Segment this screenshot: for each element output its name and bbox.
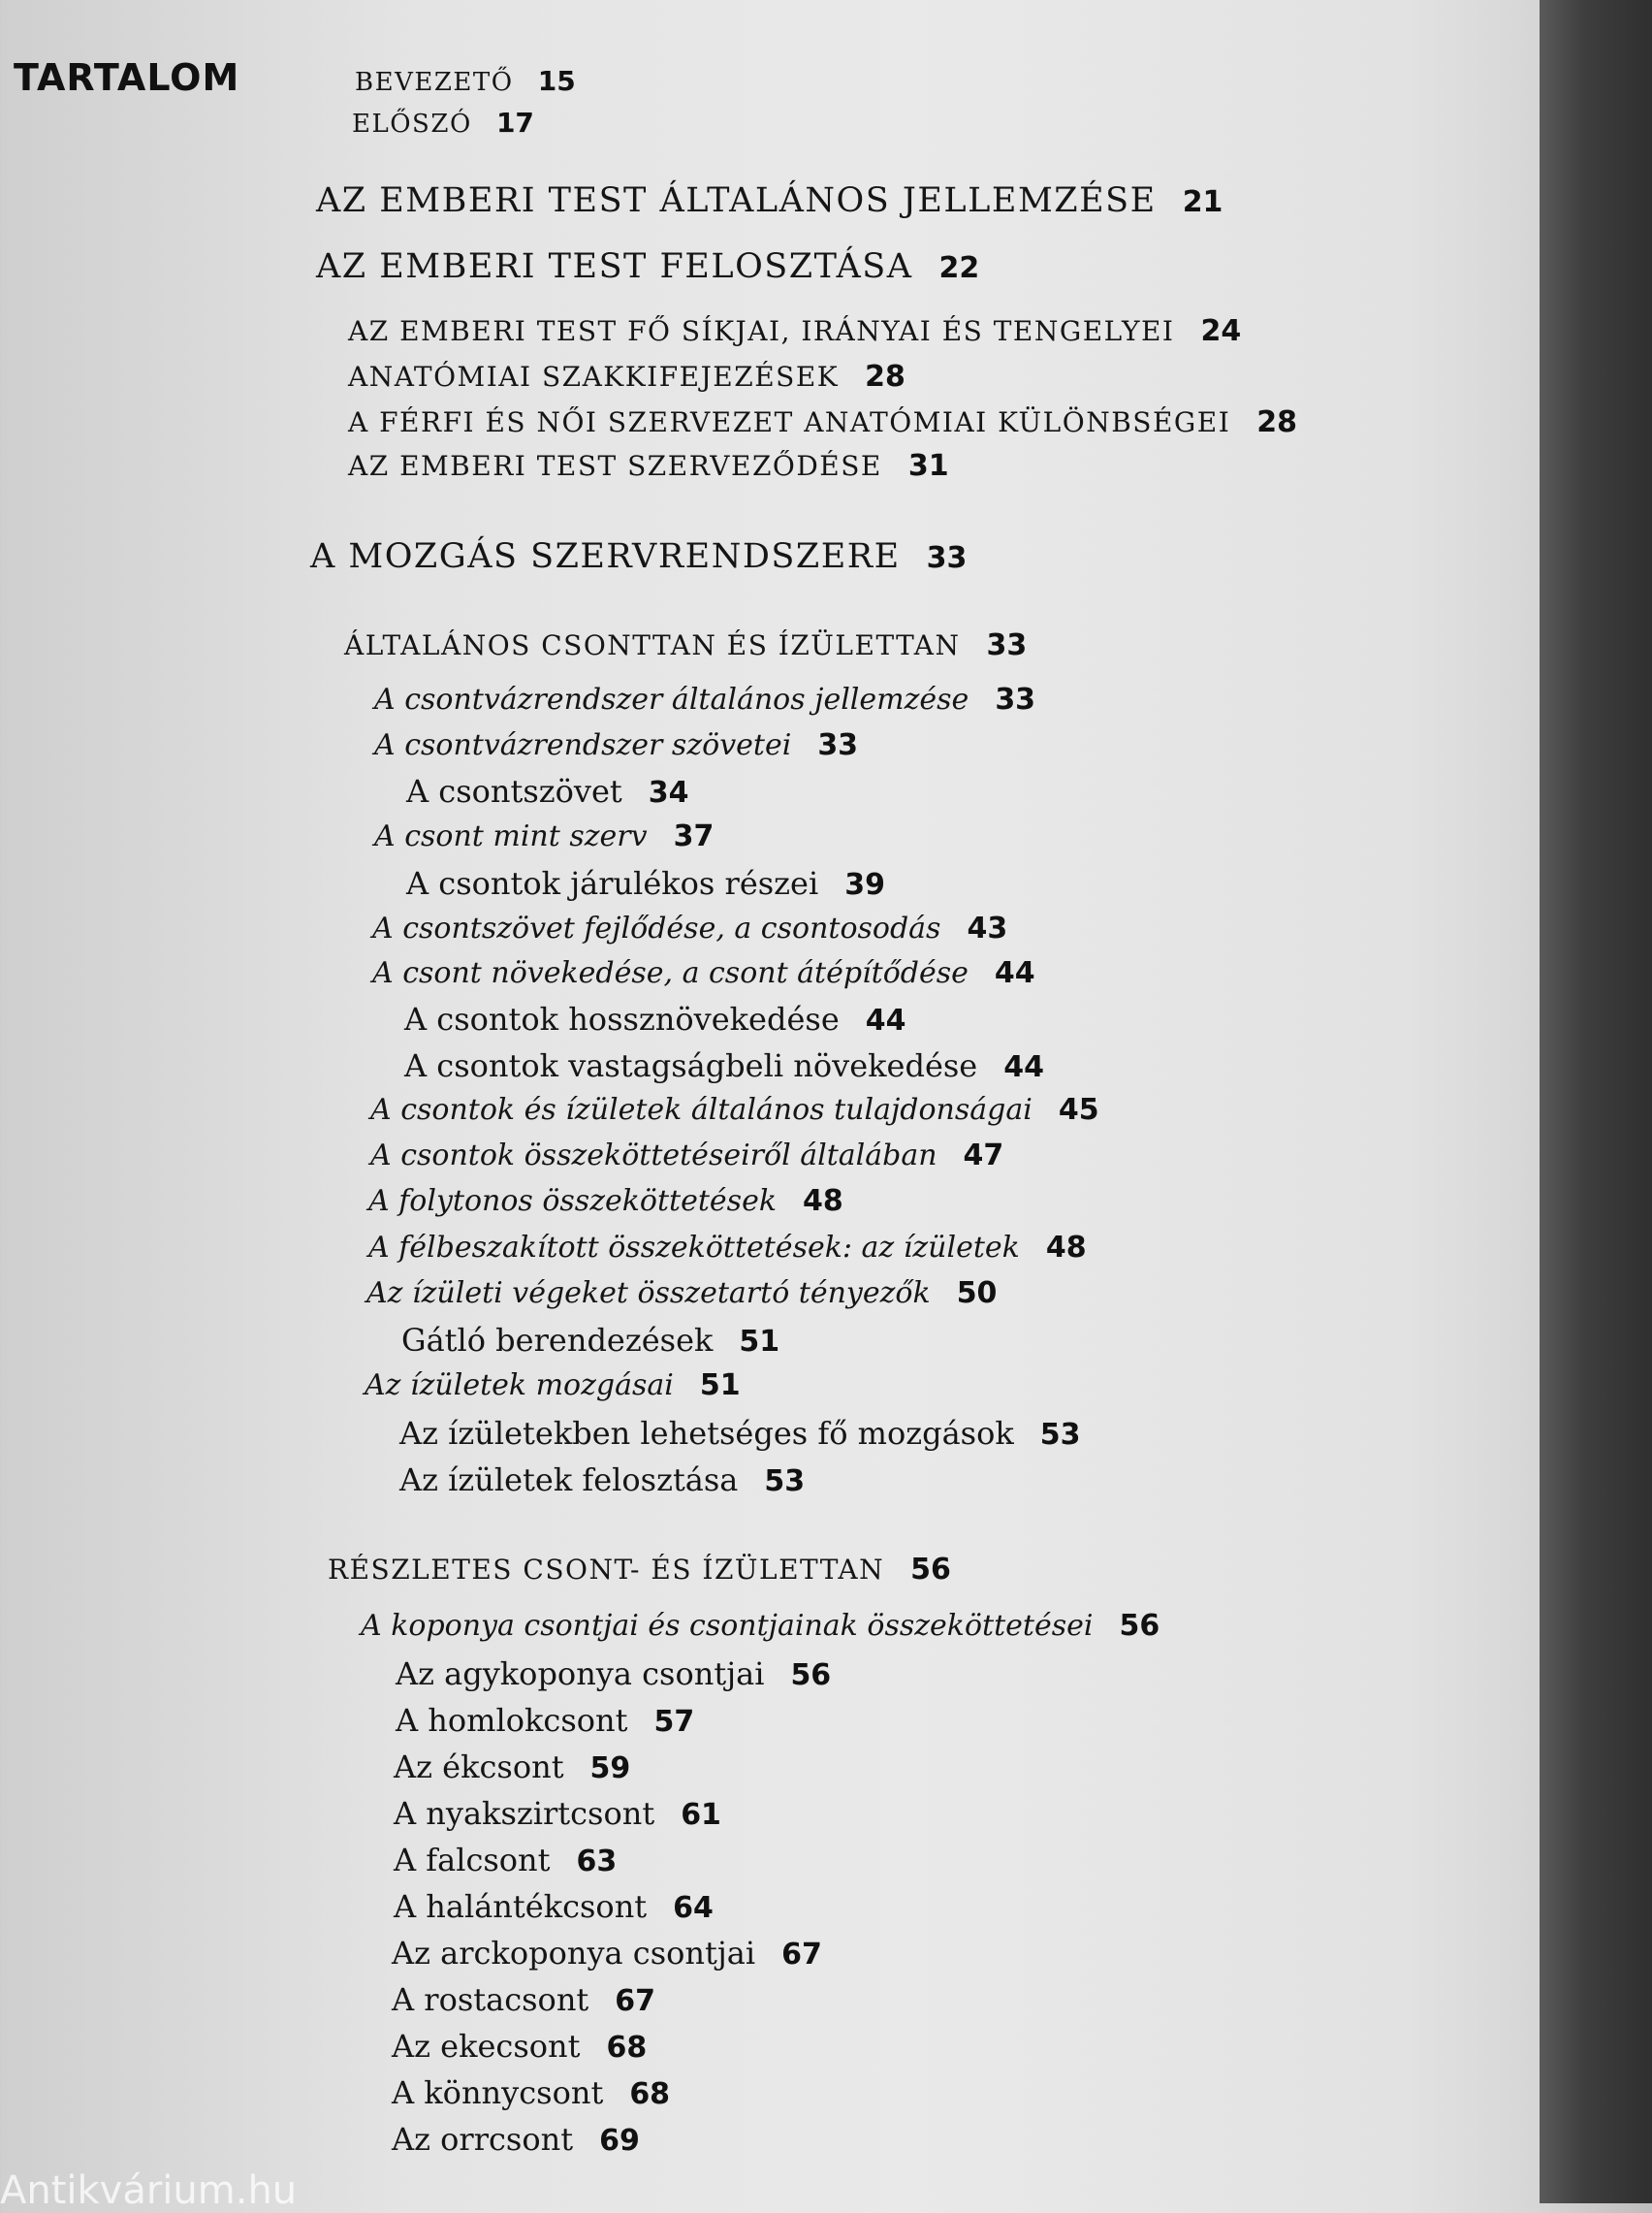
toc-entry	[374, 728, 859, 762]
toc-entry	[401, 1322, 780, 1359]
toc-entry-page: 39	[844, 868, 885, 902]
toc-entry-page: 21	[1182, 185, 1223, 219]
toc-entry-page: 56	[790, 1658, 832, 1692]
toc-entry-page: 45	[1058, 1093, 1099, 1127]
toc-entry	[392, 2074, 671, 2111]
toc-entry	[404, 1001, 906, 1038]
toc-entry	[316, 247, 980, 286]
toc-entry-page: 33	[926, 541, 968, 575]
toc-entry	[374, 819, 715, 853]
toc-entry-title: A csontok és ízületek általános tulajdonságai	[370, 1093, 1032, 1127]
toc-entry-page: 37	[673, 819, 715, 853]
toc-entry-page: 43	[967, 912, 1008, 946]
toc-entry-title: A csontok járulékos részei	[406, 865, 819, 902]
toc-entry-page: 44	[994, 956, 1035, 990]
toc-entry	[310, 537, 968, 576]
toc-entry	[370, 1093, 1099, 1127]
toc-entry	[368, 1231, 1087, 1265]
toc-entry-page: 17	[495, 107, 534, 139]
toc-entry-title: A könnycsont	[392, 2074, 604, 2111]
watermark: Antikvárium.hu	[0, 2168, 298, 2213]
toc-entry	[374, 683, 1036, 717]
toc-entry-page: 56	[910, 1553, 951, 1587]
toc-entry	[361, 1609, 1160, 1643]
toc-entry-page: 34	[648, 776, 689, 810]
toc-entry-title: BEVEZETŐ	[355, 68, 514, 97]
toc-entry-title: ANATÓMIAI SZAKKIFEJEZÉSEK	[348, 361, 840, 393]
toc-entry-page: 68	[606, 2031, 648, 2065]
toc-entry-title: A falcsont	[394, 1842, 551, 1878]
toc-entry	[399, 1461, 806, 1498]
toc-entry-title: A MOZGÁS SZERVRENDSZERE	[310, 537, 901, 576]
toc-entry	[348, 314, 1242, 348]
toc-entry-title: Az ekecsont	[392, 2028, 581, 2065]
toc-entry	[394, 1795, 721, 1832]
toc-entry-title: Az orrcsont	[392, 2121, 574, 2158]
toc-entry-page: 67	[615, 1984, 656, 2018]
toc-entry-page: 44	[1003, 1050, 1044, 1084]
toc-entry	[404, 1047, 1044, 1084]
toc-entry-title: A rostacsont	[392, 1981, 589, 2018]
toc-entry	[372, 956, 1035, 990]
toc-entry-title: AZ EMBERI TEST ÁLTALÁNOS JELLEMZÉSE	[316, 181, 1157, 220]
toc-entry-page: 48	[803, 1184, 843, 1218]
toc-entry-title: A csontvázrendszer általános jellemzése	[374, 683, 969, 717]
toc-entry	[406, 865, 885, 902]
toc-entry-title: A nyakszirtcsont	[394, 1795, 655, 1832]
toc-entry	[316, 181, 1223, 220]
toc-entry-title: ELŐSZÓ	[352, 110, 472, 139]
toc-entry-page: 48	[1045, 1231, 1087, 1265]
toc-entry-title: RÉSZLETES CSONT- ÉS ÍZÜLETTAN	[328, 1554, 885, 1586]
toc-entry-page: 53	[1039, 1418, 1081, 1452]
toc-entry-page: 47	[963, 1139, 1004, 1172]
toc-entry	[366, 1276, 998, 1310]
toc-entry	[392, 1981, 656, 2018]
toc-entry	[370, 1141, 1003, 1171]
toc-entry-page: 33	[817, 728, 859, 762]
toc-entry-page: 33	[995, 683, 1036, 717]
toc-entry-page: 51	[739, 1325, 780, 1359]
toc-entry-title: Az ízületek mozgásai	[365, 1368, 674, 1402]
toc-entry-title: Gátló berendezések	[401, 1322, 714, 1359]
toc-entry	[394, 1748, 631, 1785]
toc-entry-page: 51	[699, 1368, 741, 1402]
toc-entry-page: 56	[1119, 1609, 1160, 1643]
page-title: TARTALOM	[14, 56, 240, 99]
toc-entry-title: ÁLTALÁNOS CSONTTAN ÉS ÍZÜLETTAN	[344, 629, 961, 661]
toc-entry-title: A csontok összeköttetéseiről általában	[370, 1139, 937, 1172]
toc-entry-title: AZ EMBERI TEST FELOSZTÁSA	[316, 247, 913, 286]
toc-entry	[406, 773, 689, 810]
toc-entry	[396, 1655, 832, 1692]
toc-entry	[392, 2028, 648, 2065]
toc-entry	[365, 1368, 741, 1402]
toc-entry	[355, 65, 576, 97]
toc-entry-title: A csontok hossznövekedése	[404, 1001, 840, 1038]
toc-entry-title: A csont növekedése, a csont átépítődése	[372, 956, 969, 990]
toc-entry-page: 61	[681, 1798, 721, 1832]
toc-entry	[328, 1553, 951, 1587]
toc-entry-page: 68	[629, 2077, 671, 2111]
toc-entry	[394, 1888, 714, 1925]
toc-entry	[399, 1415, 1081, 1452]
toc-entry-page: 63	[576, 1844, 618, 1878]
toc-entry	[348, 449, 949, 483]
toc-entry-page: 57	[653, 1705, 695, 1739]
toc-entry-title: A homlokcsont	[396, 1702, 628, 1739]
toc-entry-page: 28	[865, 360, 905, 394]
toc-entry-title: A koponya csontjai és csontjainak összeköttetései	[361, 1609, 1094, 1643]
toc-entry-title: Az ízületek felosztása	[399, 1461, 739, 1498]
toc-entry-title: A FÉRFI ÉS NŐI SZERVEZET ANATÓMIAI KÜLÖNBSÉGEI	[348, 406, 1231, 438]
page-gutter-shadow	[1540, 0, 1652, 2203]
toc-entry	[396, 1702, 695, 1739]
toc-entry-title: Az arckoponya csontjai	[392, 1935, 756, 1972]
toc-entry	[348, 360, 905, 394]
toc-entry	[344, 628, 1028, 662]
toc-entry	[392, 1935, 822, 1972]
toc-entry-page: 53	[764, 1464, 806, 1498]
toc-entry-page: 33	[986, 628, 1028, 662]
toc-entry-title: A csontszövet fejlődése, a csontosodás	[372, 912, 941, 946]
toc-entry-title: A csontvázrendszer szövetei	[374, 728, 792, 762]
toc-entry	[394, 1844, 617, 1876]
toc-entry-title: AZ EMBERI TEST FŐ SÍKJAI, IRÁNYAI ÉS TENGELYEI	[348, 315, 1175, 347]
toc-entry-page: 44	[865, 1004, 906, 1038]
toc-entry-title: A csontok vastagságbeli növekedése	[404, 1047, 978, 1084]
toc-entry-page: 50	[956, 1276, 998, 1310]
toc-entry-title: Az ékcsont	[394, 1748, 564, 1785]
toc-entry-page: 24	[1200, 314, 1242, 348]
toc-entry-title: A csont mint szerv	[374, 819, 648, 853]
toc-entry	[372, 914, 1007, 944]
toc-entry	[368, 1184, 843, 1218]
toc-entry-title: AZ EMBERI TEST SZERVEZŐDÉSE	[348, 450, 882, 482]
toc-entry-title: Az ízületi végeket összetartó tényezők	[366, 1276, 931, 1310]
toc-entry-page: 59	[589, 1751, 631, 1785]
toc-entry-title: A folytonos összeköttetések	[368, 1184, 777, 1218]
toc-entry-title: A csontszövet	[406, 773, 622, 810]
toc-entry	[352, 107, 534, 139]
toc-entry-page: 22	[938, 251, 980, 285]
toc-entry-title: A félbeszakított összeköttetések: az ízületek	[368, 1231, 1020, 1265]
toc-entry-page: 31	[907, 449, 949, 483]
toc-entry-page: 28	[1256, 405, 1298, 439]
toc-entry-page: 64	[673, 1891, 714, 1925]
toc-entry	[392, 2121, 640, 2158]
toc-entry-page: 15	[537, 65, 576, 97]
toc-entry-title: A halántékcsont	[394, 1888, 648, 1925]
toc-entry-page: 67	[781, 1938, 822, 1972]
toc-entry-title: Az ízületekben lehetséges fő mozgások	[399, 1415, 1014, 1452]
toc-entry-page: 69	[599, 2124, 640, 2158]
toc-entry-title: Az agykoponya csontjai	[396, 1655, 765, 1692]
toc-entry	[348, 405, 1298, 439]
